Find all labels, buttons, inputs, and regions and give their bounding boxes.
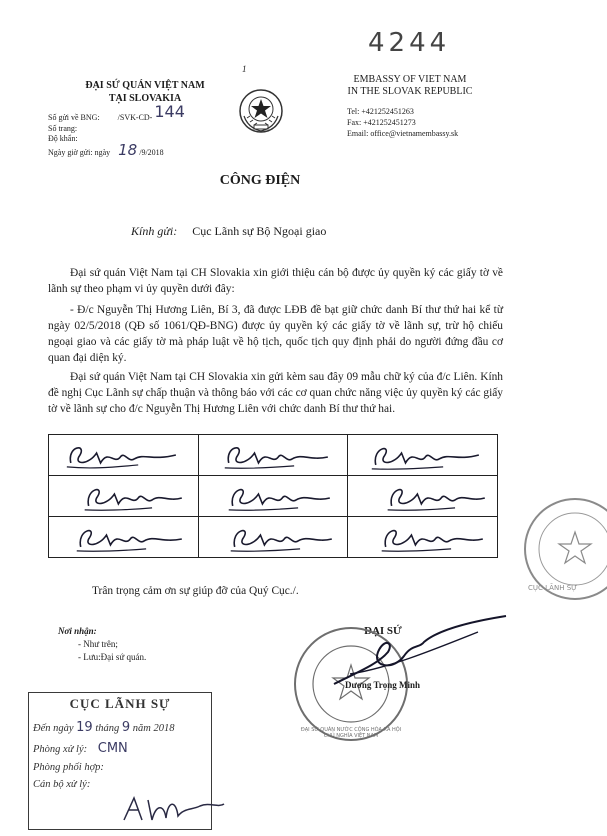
- embassy-seal-text: ĐẠI SỨ QUÁN NƯỚC CỘNG HÒA XÃ HỘI CHỦ NGHĨA VIỆT NAM: [300, 727, 402, 739]
- phong-xu-ly-hand: CMN: [97, 741, 128, 756]
- den-ngay-label: Đến ngày: [33, 723, 74, 734]
- org-name: [60, 79, 230, 105]
- thang-label: tháng: [95, 723, 120, 734]
- signature-sample: [49, 476, 199, 517]
- recipient-line: [131, 224, 326, 239]
- ambassador-title: ĐẠI SỨ: [364, 625, 402, 637]
- signature-sample: [198, 435, 348, 476]
- so-trang-label: Số trang:: [48, 123, 78, 133]
- noi-nhan-label: Nơi nhận:: [58, 626, 97, 636]
- den-ngay-hand: 19: [76, 720, 93, 735]
- paragraph-intro: Đại sứ quán Việt Nam tại CH Slovakia xin giới thiệu cán bộ được ủy quyền ký các giấy tờ về lãnh sự theo phạm vi ủy quyền dưới đây:: [48, 267, 503, 295]
- thanks-line: Trân trọng cảm ơn sự giúp đỡ của Quý Cục./.: [92, 585, 299, 597]
- handwritten-doc-number: 4244: [368, 28, 451, 58]
- paragraph-authorization: - Đ/c Nguyễn Thị Hương Liên, Bí 3, đã được LĐB đề bạt giữ chức danh Bí thư thứ hai kể từ ngày 02/5/2018 (QĐ số 1061/QĐ-BNG) được ủy quyền ký các giấy tờ về lãnh sự, trừ hộ chiếu ngoại giao và các giấy tờ mà pháp luật về hộ tịch, quốc tịch quy định phải do người đứng đầu cơ quan đại diện ký.: [48, 304, 503, 364]
- signature-sample-table: [48, 434, 498, 558]
- phong-xu-ly-row: [29, 741, 211, 756]
- signature-sample: [198, 476, 348, 517]
- do-khan-label: Độ khẩn:: [48, 134, 78, 143]
- so-gui-hand: 144: [154, 102, 185, 121]
- noi-nhan-item: - Như trên;: [78, 639, 118, 649]
- signature-row: [49, 435, 498, 476]
- signature-sample: [49, 517, 199, 558]
- signature-row: [49, 476, 498, 517]
- ngay-gui-hand: 18: [118, 140, 138, 159]
- nam-label: năm 2018: [132, 723, 175, 734]
- consular-dept-seal: [520, 494, 607, 604]
- kinh-gui-label: Kính gửi:: [131, 224, 178, 238]
- org-line-1: ĐẠI SỨ QUÁN VIỆT NAM: [85, 80, 205, 91]
- so-gui-value: /SVK-CD-: [117, 113, 153, 122]
- receipt-date-row: [29, 720, 211, 735]
- phong-phoi-hop-label: Phòng phối hợp:: [33, 762, 104, 773]
- ngay-gui-suffix: /9/2018: [139, 147, 164, 157]
- paragraph-request: Đại sứ quán Việt Nam tại CH Slovakia xin gửi kèm sau đây 09 mẫu chữ ký của đ/c Liên. Kính đề nghị Cục Lãnh sự chấp thuận và thông báo với các cơ quan chức năng việc ủy quyền ký các giấy tờ về lãnh sự cho đ/c Nguyễn Thị Hương Liên với chức danh Bí thư thứ hai.: [48, 371, 503, 415]
- thang-hand: 9: [121, 720, 131, 735]
- so-gui-label: Số gửi về BNG:: [48, 113, 100, 122]
- embassy-en-line-1: EMBASSY OF VIET NAM: [353, 74, 467, 85]
- page-marker: 1: [242, 64, 247, 74]
- consular-seal-text: CỤC LÃNH SỰ: [528, 584, 578, 592]
- national-emblem-icon: [238, 88, 284, 134]
- ambassador-name: Dương Trọng Minh: [345, 680, 421, 690]
- signature-sample: [348, 517, 498, 558]
- tel-text: Tel: +421252451263: [347, 107, 414, 116]
- contact-block: [347, 106, 458, 139]
- noi-nhan-item: - Lưu:Đại sứ quán.: [78, 652, 147, 662]
- signature-sample: [49, 435, 199, 476]
- recipients-block: [58, 625, 146, 664]
- signature-sample: [198, 517, 348, 558]
- org-line-2: TẠI SLOVAKIA: [108, 93, 182, 104]
- signature-sample: [348, 435, 498, 476]
- email-text: Email: office@vietnamembassy.sk: [347, 129, 459, 138]
- ngay-gui-label: Ngày giờ gửi: ngày: [48, 147, 111, 157]
- kinh-gui-value: Cục Lãnh sự Bộ Ngoại giao: [192, 224, 327, 238]
- phong-xu-ly-label: Phòng xử lý:: [33, 744, 88, 755]
- doc-meta: [48, 102, 185, 159]
- so-gui-row: [48, 102, 185, 124]
- signature-sample: [348, 476, 498, 517]
- embassy-en-name: [330, 74, 490, 98]
- document-title: CÔNG ĐIỆN: [219, 173, 301, 188]
- fax-text: Fax: +421252451273: [347, 118, 416, 127]
- embassy-en-line-2: IN THE SLOVAK REPUBLIC: [347, 86, 473, 97]
- can-bo-xu-ly-label: Cán bộ xử lý:: [33, 779, 91, 790]
- ngay-gui-row: [48, 140, 185, 159]
- receipt-stamp-title: CỤC LÃNH SỰ: [69, 696, 171, 711]
- signature-row: [49, 517, 498, 558]
- handling-officer-signature: [120, 790, 230, 830]
